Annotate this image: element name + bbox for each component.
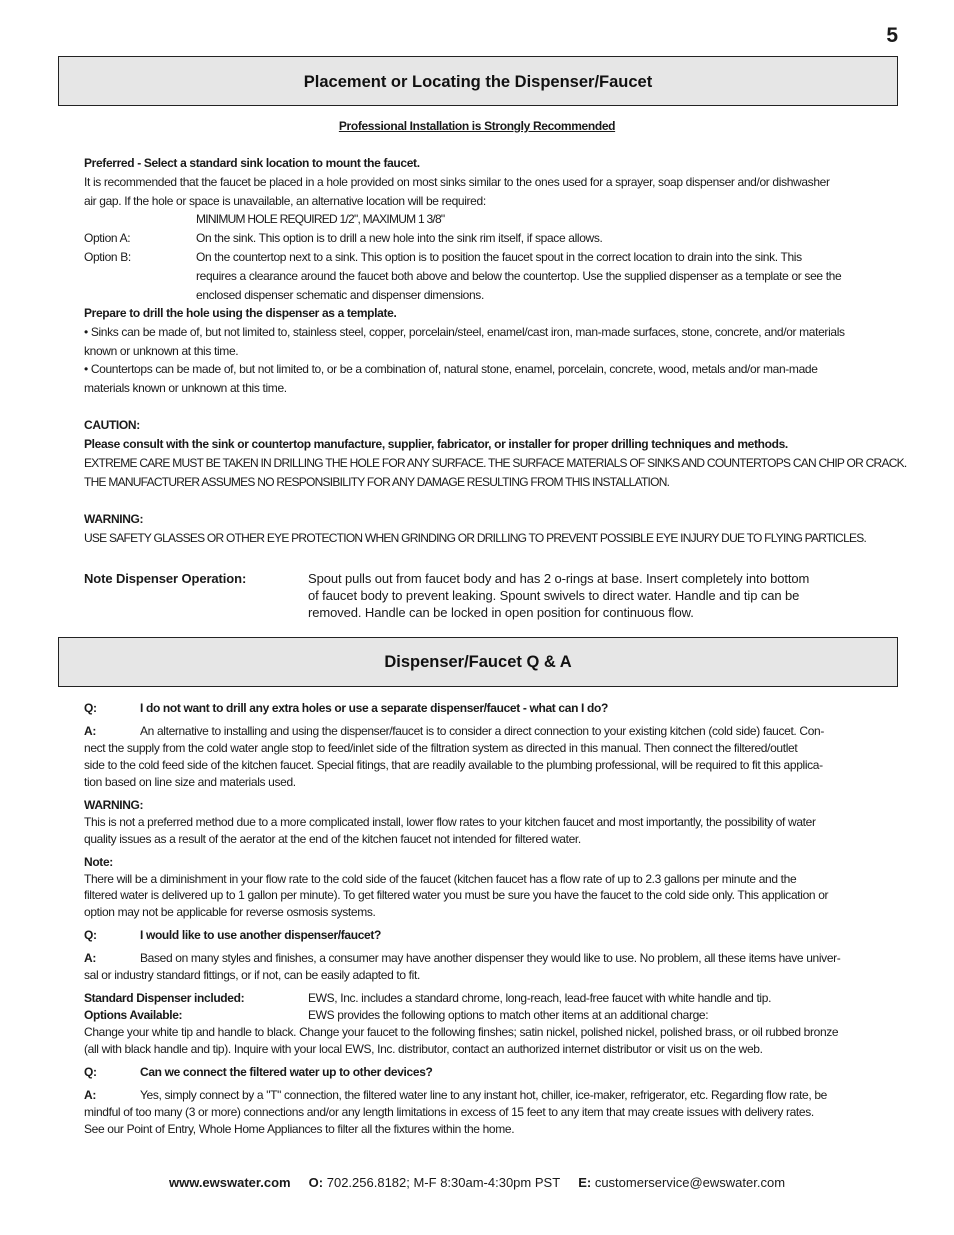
recommendation-note: Professional Installation is Strongly Recommended [338, 119, 616, 133]
qa-note-text: There will be a diminishment in your flow rate to the cold side of the faucet (kitchen faucet has a flow rate of up to 2.3 gallons per minute and the [84, 872, 797, 886]
option-b-label: Option B: [84, 250, 131, 264]
option-b-text: enclosed dispenser schematic and dispenser dimensions. [196, 288, 484, 302]
options-available-label: Options Available: [84, 1008, 183, 1022]
caution-text: EXTREME CARE MUST BE TAKEN IN DRILLING THE HOLE FOR ANY SURFACE. THE SURFACE MATERIALS OF SINKS AND COUNTERTOPS CAN CHIP OR CRACK. [84, 456, 907, 470]
note-operation-text: Spout pulls out from faucet body and has 2 o-rings at base. Insert completely into bottom [308, 571, 810, 586]
note-operation-text: of faucet body to prevent leaking. Spount swivels to direct water. Handle and tip can be [308, 588, 800, 603]
caution-text: THE MANUFACTURER ASSUMES NO RESPONSIBILITY FOR ANY DAMAGE RESULTING FROM THIS INSTALLATION. [84, 475, 670, 489]
qa-warning-text: quality issues as a result of the aerator at the end of the kitchen faucet not intended for filtered water. [84, 832, 581, 846]
question-label: Q: [84, 928, 97, 942]
question-2: I would like to use another dispenser/faucet? [140, 928, 381, 942]
footer-phone: 702.256.8182; M-F 8:30am-4:30pm PST [326, 1175, 561, 1190]
preferred-heading: Preferred - Select a standard sink location to mount the faucet. [84, 156, 420, 170]
note-operation-text: removed. Handle can be locked in open position for continuous flow. [308, 605, 694, 620]
caution-bold-text: Please consult with the sink or countertop manufacture, supplier, fabricator, or installer for proper drilling techniques and methods. [84, 437, 788, 451]
standard-dispenser-label: Standard Dispenser included: [84, 991, 245, 1005]
question-3: Can we connect the filtered water up to other devices? [140, 1065, 433, 1079]
prepare-heading: Prepare to drill the hole using the dispenser as a template. [84, 306, 397, 320]
answer-2: Based on many styles and finishes, a consumer may have another dispenser they would like to use. No problem, all these items have univer- [140, 951, 841, 965]
answer-label: A: [84, 951, 96, 965]
paragraph-line: It is recommended that the faucet be placed in a hole provided on most sinks similar to the ones used for a sprayer, soap dispenser and/or dishwasher [84, 175, 830, 189]
question-label: Q: [84, 1065, 97, 1079]
qa-note-text: filtered water is delivered up to 1 gallon per minute). To get filtered water you must be sure you have the faucet to the cold side only. This application or [84, 888, 829, 902]
option-b-text: requires a clearance around the faucet both above and below the countertop. Use the supplied dispenser as a template or see the [196, 269, 842, 283]
page-number: 5 [886, 24, 898, 47]
answer-2: sal or industry standard fittings, or if not, can be easily adapted to fit. [84, 968, 420, 982]
answer-1: tion based on line size and materials used. [84, 775, 296, 789]
answer-1: An alternative to installing and using the dispenser/faucet is to consider a direct connection to your existing kitchen (cold side) faucet. Con- [140, 724, 825, 738]
option-b-text: On the countertop next to a sink. This option is to position the faucet spout in the correct location to drain into the sink. This [196, 250, 802, 264]
option-a-text: On the sink. This option is to drill a new hole into the sink rim itself, if space allows. [196, 231, 603, 245]
warning-label: WARNING: [84, 512, 144, 526]
options-text: (all with black handle and tip). Inquire with your local EWS, Inc. distributor, contact an authorized internet distributor or visit us on the web. [84, 1042, 763, 1056]
footer-website[interactable]: www.ewswater.com [168, 1175, 291, 1190]
footer-phone-label: O: [308, 1175, 324, 1190]
qa-warning-label: WARNING: [84, 798, 144, 812]
footer-email[interactable]: customerservice@ewswater.com [594, 1175, 786, 1190]
section-title-placement: Placement or Locating the Dispenser/Faucet [58, 56, 898, 106]
sinks-bullet: • Sinks can be made of, but not limited to, stainless steel, copper, porcelain/steel, enamel/cast iron, man-made surfaces, stone, concrete, and/or materials [84, 325, 845, 339]
answer-3: mindful of too many (3 or more) connections and/or any length limitations in excess of 15 feet to any item that may create issues with delivery rates. [84, 1105, 814, 1119]
answer-1: side to the cold feed side of the kitchen faucet. Special fitings, that are readily available to the plumbing professional, will be required to fit this applica- [84, 758, 823, 772]
warning-text: USE SAFETY GLASSES OR OTHER EYE PROTECTION WHEN GRINDING OR DRILLING TO PREVENT POSSIBLE EYE INJURY DUE TO FLYING PARTICLES. [84, 531, 867, 545]
answer-label: A: [84, 1088, 96, 1102]
question-label: Q: [84, 701, 97, 715]
qa-note-text: option may not be applicable for reverse osmosis systems. [84, 905, 376, 919]
answer-1: nect the supply from the cold water angle stop to feed/inlet side of the filtration system as directed in this manual. Then connect the filtered/outlet [84, 741, 798, 755]
standard-dispenser-text: EWS, Inc. includes a standard chrome, long-reach, lead-free faucet with white handle and tip. [308, 991, 772, 1005]
question-1: I do not want to drill any extra holes or use a separate dispenser/faucet - what can I do? [140, 701, 608, 715]
note-operation-label: Note Dispenser Operation: [84, 571, 247, 586]
caution-label: CAUTION: [84, 418, 140, 432]
footer-email-label: E: [578, 1175, 592, 1190]
qa-note-label: Note: [84, 855, 113, 869]
qa-warning-text: This is not a preferred method due to a more complicated install, lower flow rates to your kitchen faucet and most importantly, the possibility of water [84, 815, 816, 829]
sinks-bullet: known or unknown at this time. [84, 344, 239, 358]
countertops-bullet: • Countertops can be made of, but not limited to, or be a combination of, natural stone, enamel, porcelain, concrete, wood, metals and/or man-made [84, 362, 818, 376]
options-text: Change your white tip and handle to black. Change your faucet to the following finshes; satin nickel, polished nickel, polished brass, or oil rubbed bronze [84, 1025, 839, 1039]
answer-3: See our Point of Entry, Whole Home Appliances to filter all the fixtures within the home. [84, 1122, 515, 1136]
option-a-label: Option A: [84, 231, 131, 245]
answer-label: A: [84, 724, 96, 738]
options-available-text: EWS provides the following options to match other items at an additional charge: [308, 1008, 709, 1022]
paragraph-line: air gap. If the hole or space is unavailable, an alternative location will be required: [84, 194, 486, 208]
countertops-bullet: materials known or unknown at this time. [84, 381, 287, 395]
answer-3: Yes, simply connect by a "T" connection, the filtered water line to any instant hot, chiller, ice-maker, refrigerator, etc. Regarding flow rate, be [140, 1088, 827, 1102]
section-title-qa: Dispenser/Faucet Q & A [58, 637, 898, 687]
footer [0, 1175, 954, 1190]
min-hole-spec: MINIMUM HOLE REQUIRED 1/2", MAXIMUM 1 3/8" [196, 212, 445, 226]
